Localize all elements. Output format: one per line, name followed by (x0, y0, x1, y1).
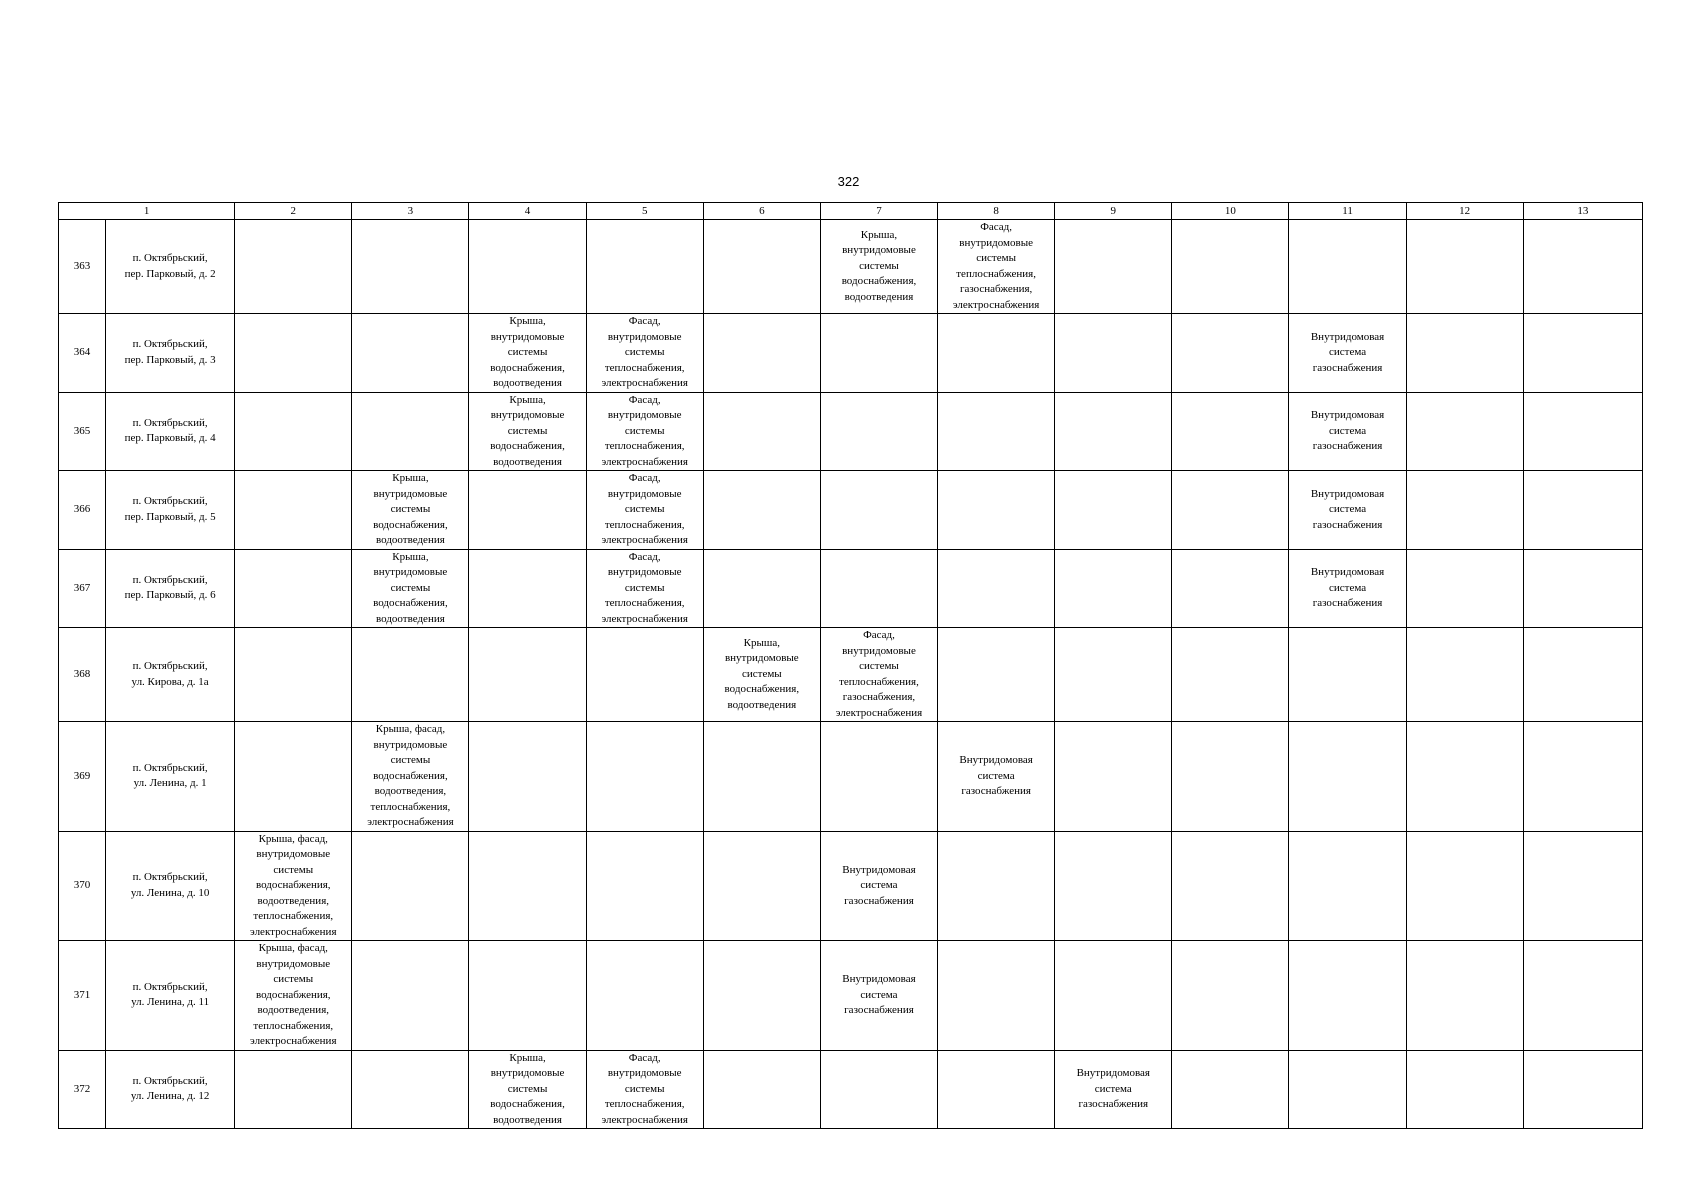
table-row (59, 314, 1643, 393)
work-description: Внутридомовая система газоснабжения (1310, 487, 1385, 531)
table-row (59, 549, 1643, 628)
work-description: Фасад, внутридомовые системы теплоснабжения, электроснабжения (601, 1051, 688, 1126)
work-cell (820, 722, 937, 832)
page-number: 322 (837, 174, 860, 189)
work-cell (352, 471, 469, 550)
work-description: Внутридомовая система газоснабжения (842, 863, 916, 907)
work-cell (1055, 628, 1172, 722)
work-cell (938, 722, 1055, 832)
work-cell (1172, 722, 1289, 832)
work-cell (1289, 1050, 1406, 1129)
work-cell (235, 1050, 352, 1129)
row-number-cell: 369 (59, 722, 106, 832)
work-cell (938, 831, 1055, 941)
work-cell (352, 220, 469, 314)
work-description: Фасад, внутридомовые системы теплоснабжения, электроснабжения (601, 472, 688, 546)
work-cell (820, 831, 937, 941)
work-cell (586, 549, 703, 628)
work-description: Фасад, внутридомовые системы теплоснабжения, электроснабжения (601, 315, 688, 389)
work-cell (352, 628, 469, 722)
work-cell (938, 549, 1055, 628)
work-cell (352, 549, 469, 628)
address-text: п. Октябрьский, пер. Парковый, д. 4 (124, 416, 216, 445)
row-number-cell: 364 (59, 314, 106, 393)
work-cell (235, 549, 352, 628)
address-text: п. Октябрьский, пер. Парковый, д. 3 (124, 338, 216, 366)
work-cell (938, 314, 1055, 393)
table-row (59, 941, 1643, 1051)
work-description: Крыша, фасад, внутридомовые системы водоснабжения, водоотведения, теплоснабжения, электроснабжения (250, 942, 337, 1047)
work-cell (1289, 831, 1406, 941)
work-description: Крыша, внутридомовые системы водоснабжения, водоотведения (841, 228, 917, 303)
work-cell (1406, 831, 1523, 941)
work-cell (1172, 831, 1289, 941)
row-number-cell: 363 (59, 220, 106, 314)
work-cell (1055, 1050, 1172, 1129)
address-text: п. Октябрьский, ул. Ленина, д. 12 (130, 1074, 210, 1103)
work-cell (703, 314, 820, 393)
work-cell (820, 392, 937, 471)
work-description: Крыша, внутридомовые системы водоснабжения, водоотведения (490, 315, 565, 389)
work-description: Фасад, внутридомовые системы теплоснабжения, газоснабжения, электроснабжения (835, 629, 923, 719)
work-cell (820, 549, 937, 628)
work-cell (1055, 831, 1172, 941)
column-header: 1 (59, 203, 235, 220)
column-header: 9 (1055, 203, 1172, 220)
work-cell (1172, 314, 1289, 393)
work-cell (469, 628, 586, 722)
table-row (59, 392, 1643, 471)
work-cell (1172, 220, 1289, 314)
work-cell (1406, 941, 1523, 1051)
work-cell (1172, 628, 1289, 722)
work-cell (469, 471, 586, 550)
address-cell (106, 392, 235, 471)
row-number-cell: 370 (59, 831, 106, 941)
table-body (59, 220, 1643, 1129)
work-cell (1523, 314, 1642, 393)
address-cell (106, 471, 235, 550)
work-cell (938, 220, 1055, 314)
work-cell (235, 471, 352, 550)
work-cell (703, 392, 820, 471)
work-cell (1406, 549, 1523, 628)
work-cell (235, 220, 352, 314)
work-cell (586, 392, 703, 471)
work-cell (1406, 471, 1523, 550)
work-description: Фасад, внутридомовые системы теплоснабжения, газоснабжения, электроснабжения (952, 221, 1040, 311)
work-description: Фасад, внутридомовые системы теплоснабжения, электроснабжения (601, 550, 688, 625)
row-number-cell: 371 (59, 941, 106, 1051)
work-cell (820, 471, 937, 550)
work-cell (820, 628, 937, 722)
work-cell (469, 220, 586, 314)
table-row (59, 1050, 1643, 1129)
work-description: Внутридомовая система газоснабжения (1310, 566, 1385, 609)
work-cell (1172, 392, 1289, 471)
work-cell (1172, 941, 1289, 1051)
work-cell (1055, 392, 1172, 471)
work-description: Внутридомовая система газоснабжения (1310, 330, 1385, 374)
work-cell (469, 1050, 586, 1129)
work-cell (1289, 941, 1406, 1051)
work-cell (469, 941, 586, 1051)
row-number-cell: 365 (59, 392, 106, 471)
address-cell (106, 831, 235, 941)
work-cell (1406, 314, 1523, 393)
work-cell (703, 471, 820, 550)
address-cell (106, 220, 235, 314)
work-cell (820, 941, 937, 1051)
table-row (59, 722, 1643, 832)
address-cell (106, 628, 235, 722)
work-description: Фасад, внутридомовые системы теплоснабжения, электроснабжения (601, 393, 688, 468)
work-cell (1055, 722, 1172, 832)
work-cell (1289, 220, 1406, 314)
work-cell (820, 1050, 937, 1129)
column-header: 2 (235, 203, 352, 220)
work-description: Крыша, внутридомовые системы водоснабжения, водоотведения (373, 472, 448, 546)
column-header: 13 (1523, 203, 1642, 220)
work-cell (1406, 392, 1523, 471)
work-cell (352, 722, 469, 832)
row-number-cell: 368 (59, 628, 106, 722)
work-cell (586, 628, 703, 722)
column-header: 7 (820, 203, 937, 220)
repair-schedule-table (58, 202, 1643, 1129)
work-cell (586, 941, 703, 1051)
work-cell (586, 220, 703, 314)
work-cell (938, 392, 1055, 471)
work-cell (1523, 549, 1642, 628)
work-cell (586, 722, 703, 832)
work-cell (820, 314, 937, 393)
work-description: Крыша, внутридомовые системы водоснабжения, водоотведения (724, 636, 800, 711)
work-cell (938, 628, 1055, 722)
column-header: 12 (1406, 203, 1523, 220)
table-row (59, 471, 1643, 550)
work-cell (235, 628, 352, 722)
work-cell (1406, 628, 1523, 722)
work-description: Внутридомовая система газоснабжения (959, 754, 1033, 797)
column-number-row (59, 203, 1643, 220)
work-cell (1406, 220, 1523, 314)
address-text: п. Октябрьский, пер. Парковый, д. 5 (124, 495, 216, 523)
work-cell (469, 314, 586, 393)
work-cell (703, 220, 820, 314)
work-cell (938, 1050, 1055, 1129)
table-row (59, 628, 1643, 722)
work-cell (1055, 471, 1172, 550)
work-cell (703, 1050, 820, 1129)
address-text: п. Октябрьский, ул. Ленина, д. 11 (131, 980, 210, 1009)
column-header: 11 (1289, 203, 1406, 220)
work-cell (1289, 392, 1406, 471)
row-number-cell: 372 (59, 1050, 106, 1129)
work-cell (1523, 831, 1642, 941)
work-cell (703, 722, 820, 832)
work-cell (352, 1050, 469, 1129)
work-cell (586, 471, 703, 550)
work-cell (352, 392, 469, 471)
work-cell (586, 1050, 703, 1129)
work-cell (469, 722, 586, 832)
work-cell (235, 392, 352, 471)
column-header: 6 (703, 203, 820, 220)
work-cell (1406, 1050, 1523, 1129)
work-cell (1055, 314, 1172, 393)
address-cell (106, 722, 235, 832)
column-header: 3 (352, 203, 469, 220)
address-text: п. Октябрьский, пер. Парковый, д. 2 (124, 252, 216, 280)
work-cell (703, 549, 820, 628)
work-cell (469, 831, 586, 941)
work-description: Внутридомовая система газоснабжения (1076, 1067, 1150, 1110)
row-number-cell: 366 (59, 471, 106, 550)
work-cell (938, 471, 1055, 550)
work-cell (235, 941, 352, 1051)
column-header: 10 (1172, 203, 1289, 220)
work-cell (1523, 941, 1642, 1051)
work-cell (352, 314, 469, 393)
address-text: п. Октябрьский, ул. Кирова, д. 1а (131, 660, 209, 688)
work-cell (352, 831, 469, 941)
column-header: 4 (469, 203, 586, 220)
work-cell (703, 831, 820, 941)
row-number-cell: 367 (59, 549, 106, 628)
work-cell (1289, 549, 1406, 628)
column-header: 8 (938, 203, 1055, 220)
work-description: Крыша, фасад, внутридомовые системы водоснабжения, водоотведения, теплоснабжения, электроснабжения (367, 723, 454, 828)
work-cell (1289, 471, 1406, 550)
work-cell (1055, 220, 1172, 314)
address-cell (106, 314, 235, 393)
work-description: Крыша, фасад, внутридомовые системы водоснабжения, водоотведения, теплоснабжения, электроснабжения (250, 832, 337, 938)
work-cell (1289, 628, 1406, 722)
work-cell (703, 941, 820, 1051)
work-cell (1523, 1050, 1642, 1129)
work-cell (1406, 722, 1523, 832)
work-cell (586, 314, 703, 393)
work-cell (1172, 549, 1289, 628)
work-cell (1055, 549, 1172, 628)
work-cell (1523, 722, 1642, 832)
address-cell (106, 549, 235, 628)
work-cell (352, 941, 469, 1051)
work-cell (469, 392, 586, 471)
work-description: Крыша, внутридомовые системы водоснабжения, водоотведения (490, 1051, 565, 1126)
work-cell (1172, 1050, 1289, 1129)
work-description: Крыша, внутридомовые системы водоснабжения, водоотведения (490, 393, 565, 468)
work-cell (820, 220, 937, 314)
work-cell (703, 628, 820, 722)
work-cell (1523, 471, 1642, 550)
work-cell (938, 941, 1055, 1051)
work-cell (1523, 628, 1642, 722)
address-text: п. Октябрьский, ул. Ленина, д. 10 (130, 871, 210, 899)
address-text: п. Октябрьский, пер. Парковый, д. 6 (124, 573, 216, 602)
work-cell (1055, 941, 1172, 1051)
table-row (59, 220, 1643, 314)
work-cell (235, 314, 352, 393)
work-cell (1523, 392, 1642, 471)
work-cell (1289, 722, 1406, 832)
address-text: п. Октябрьский, ул. Ленина, д. 1 (132, 761, 208, 790)
address-cell (106, 941, 235, 1051)
table-row (59, 831, 1643, 941)
work-cell (1172, 471, 1289, 550)
column-header: 5 (586, 203, 703, 220)
work-description: Крыша, внутридомовые системы водоснабжения, водоотведения (373, 550, 448, 625)
work-cell (1523, 220, 1642, 314)
work-cell (1289, 314, 1406, 393)
address-cell (106, 1050, 235, 1129)
work-cell (586, 831, 703, 941)
work-cell (235, 722, 352, 832)
work-cell (235, 831, 352, 941)
work-cell (469, 549, 586, 628)
work-description: Внутридомовая система газоснабжения (842, 973, 916, 1016)
work-description: Внутридомовая система газоснабжения (1310, 409, 1385, 452)
